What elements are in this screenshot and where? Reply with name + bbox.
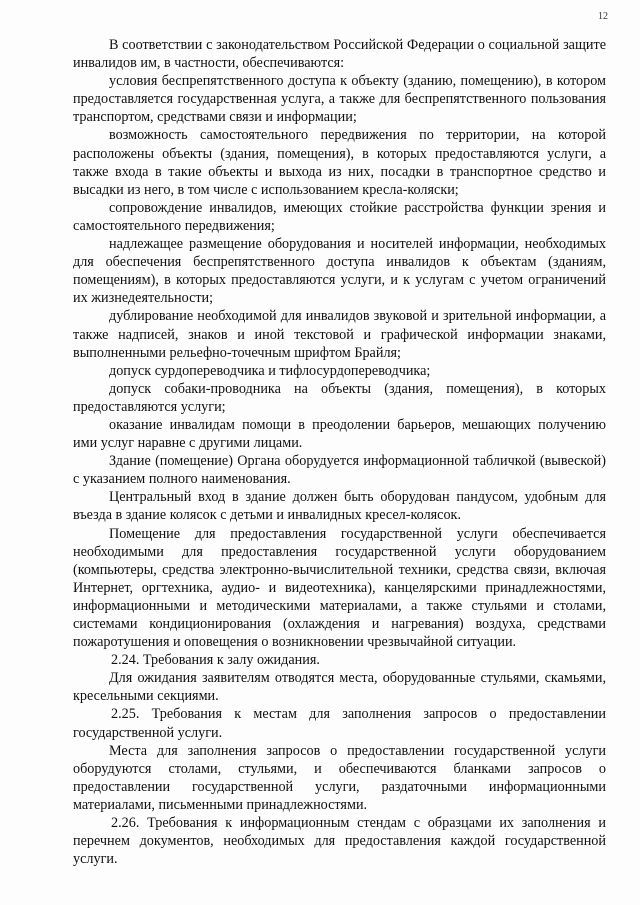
- paragraph-duplication: дублирование необходимой для инвалидов звуковой и зрительной информации, а также надписей, знаков и иной текстовой и графической информации знаками, выполненными рельефно-точечным шрифтом Брайля;: [73, 308, 606, 361]
- paragraph-escort: сопровождение инвалидов, имеющих стойкие расстройства функции зрения и самостоятельного передвижения;: [73, 199, 606, 234]
- paragraph-sign-interpreter: допуск сурдопереводчика и тифлосурдопереводчика;: [109, 362, 431, 379]
- paragraph-waiting-places: Для ожидания заявителям отводятся места, оборудованные стульями, скамьями, кресельными секциями.: [73, 670, 606, 705]
- section-heading-2-25: 2.25. Требования к местам для заполнения запросов о предоставлении государственной услуги.: [73, 706, 606, 741]
- paragraph-request-places: Места для заполнения запросов о предоставлении государственной услуги оборудуются столами, стульями, и обеспечиваются бланками запросов о предоставлении государственной услуги, раздаточными информационными материалами, письменными принадлежностями.: [73, 742, 606, 813]
- paragraph-intro: В соответствии с законодательством Российской Федерации о социальной защите инвалидов им, в частности, обеспечиваются:: [73, 37, 606, 72]
- paragraph-movement: возможность самостоятельного передвижения по территории, на которой расположены объекты (здания, помещения), в которых предоставляются услуги, а также входа в такие объекты и выхода из них, посадки в транспортное средство и высадки из него, в том числе с использованием кресла-коляски;: [73, 127, 606, 198]
- paragraph-guide-dog: допуск собаки-проводника на объекты (здания, помещения), в которых предоставляются услуги;: [73, 380, 606, 415]
- paragraph-assistance: оказание инвалидам помощи в преодолении барьеров, мешающих получению ими услуг наравне с другими лицами.: [73, 416, 606, 452]
- section-heading-2-26: 2.26. Требования к информационным стендам с образцами их заполнения и перечнем документов, необходимых для предоставления каждой государственной услуги.: [73, 815, 606, 868]
- paragraph-premises-equipment: Помещение для предоставления государственной услуги обеспечивается необходимыми для предоставления государственной услуги оборудованием (компьютеры, средства электронно-вычислительной техники, средства связи, включая Интернет, оргтехника, аудио- и видеотехника), канцелярскими принадлежностями, информационными и методическими материалами, а также стульями и столами, системами кондиционирования (охлаждения и нагревания) воздуха, средствами пожаротушения и оповещения о возникновении чрезвычайной ситуации.: [73, 525, 606, 651]
- section-heading-2-24: 2.24. Требования к залу ожидания.: [111, 652, 320, 669]
- page-number: 12: [598, 11, 608, 22]
- paragraph-signboard: Здание (помещение) Органа оборудуется информационной табличкой (вывеской) с указанием полного наименования.: [73, 453, 606, 488]
- paragraph-equipment-placement: надлежащее размещение оборудования и носителей информации, необходимых для обеспечения беспрепятственного доступа инвалидов к объектам (зданиям, помещениям), в которых предоставляются услуги, и к услугам с учетом ограничений их жизнедеятельности;: [73, 236, 606, 307]
- paragraph-access-conditions: условия беспрепятственного доступа к объекту (зданию, помещению), в котором предоставляется государственная услуга, а также для беспрепятственного пользования транспортом, средствами связи и информации;: [73, 73, 606, 126]
- document-body: [73, 36, 606, 868]
- paragraph-ramp: Центральный вход в здание должен быть оборудован пандусом, удобным для въезда в здание колясок с детьми и инвалидных кресел-колясок.: [73, 489, 606, 524]
